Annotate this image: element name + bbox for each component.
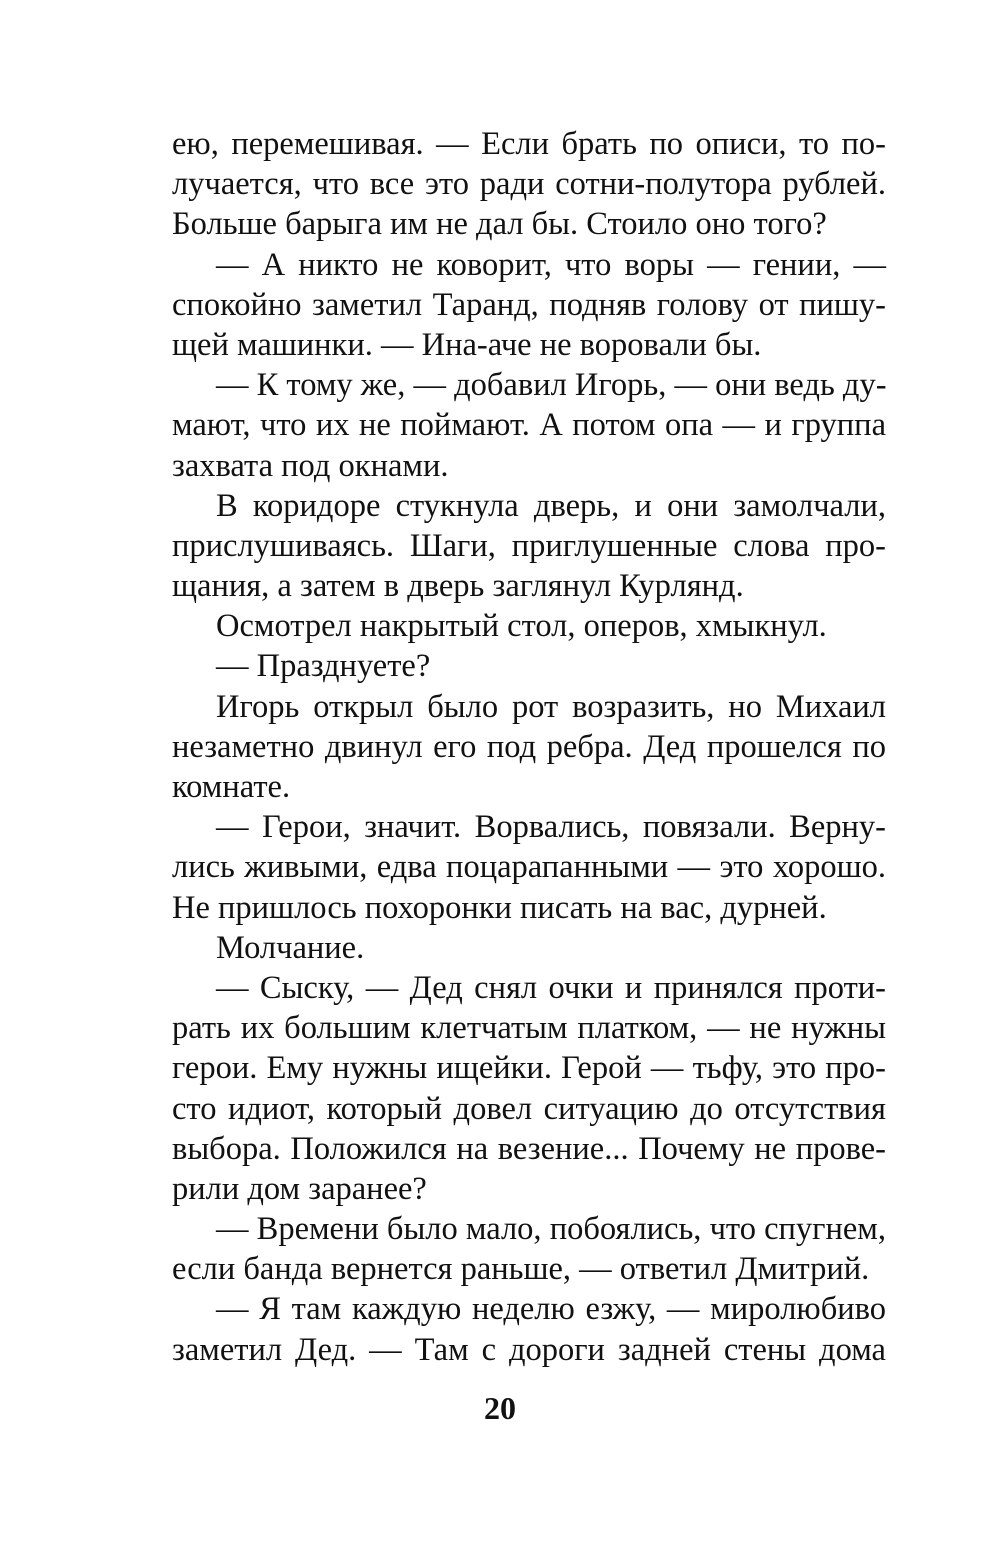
text-line: если банда вернется раньше, — ответил Дмитрий. xyxy=(172,1251,870,1288)
text-line: щания, а затем в дверь заглянул Курлянд. xyxy=(172,568,744,605)
text-line: — Я там каждую неделю езжу, — миролюбиво xyxy=(216,1291,886,1328)
text-line: захвата под окнами. xyxy=(172,447,449,484)
text-line: заметил Дед. — Там с дороги задней стены дома xyxy=(172,1331,886,1368)
text-line: — К тому же, — добавил Игорь, — они ведь ду- xyxy=(216,367,887,404)
text-line: сто идиот, который довел ситуацию до отсутствия xyxy=(172,1090,886,1127)
text-line: лись живыми, едва поцарапанными — это хорошо. xyxy=(172,849,886,886)
text-line: рать их большим клетчатым платком, — не нужны xyxy=(172,1010,886,1047)
text-line: выбора. Положился на везение... Почему не прове- xyxy=(172,1130,886,1167)
text-line: ею, перемешивая. — Если брать по описи, то по- xyxy=(172,126,886,162)
text-line: мают, что их не поймают. А потом опа — и группа xyxy=(172,407,886,444)
page-number: 20 xyxy=(484,1390,516,1426)
text-line: лучается, что все это ради сотни-полутора рублей. xyxy=(172,166,886,203)
text-line: Не пришлось похоронки писать на вас, дурней. xyxy=(172,889,827,926)
text-line: — Сыску, — Дед снял очки и принялся проти- xyxy=(216,969,886,1006)
text-line: щей машинки. — Ина-аче не воровали бы. xyxy=(172,326,762,363)
text-line: Молчание. xyxy=(216,929,365,966)
text-line: незаметно двинул его под ребра. Дед прошелся по xyxy=(172,728,886,765)
text-line: рили дом заранее? xyxy=(172,1170,427,1207)
body-text xyxy=(172,124,886,1370)
text-line: — Герои, значит. Ворвались, повязали. Верну- xyxy=(216,809,886,846)
text-line: — Празднуете? xyxy=(216,648,431,685)
text-line: герои. Ему нужны ищейки. Герой — тьфу, это про- xyxy=(172,1050,886,1087)
text-line: — А никто не коворит, что воры — гении, — xyxy=(216,246,886,283)
text-line: Осмотрел накрытый стол, оперов, хмыкнул. xyxy=(216,608,827,645)
text-line: В коридоре стукнула дверь, и они замолчали, xyxy=(216,487,886,524)
text-line: Больше барыга им не дал бы. Стоило оно того? xyxy=(172,206,827,243)
text-line: комнате. xyxy=(172,769,291,805)
text-line: спокойно заметил Таранд, подняв голову от пишу- xyxy=(172,286,886,323)
text-line: — Времени было мало, побоялись, что спугнем, xyxy=(216,1211,886,1248)
text-line: Игорь открыл было рот возразить, но Михаил xyxy=(216,688,886,725)
text-line: прислушиваясь. Шаги, приглушенные слова про- xyxy=(172,527,886,564)
